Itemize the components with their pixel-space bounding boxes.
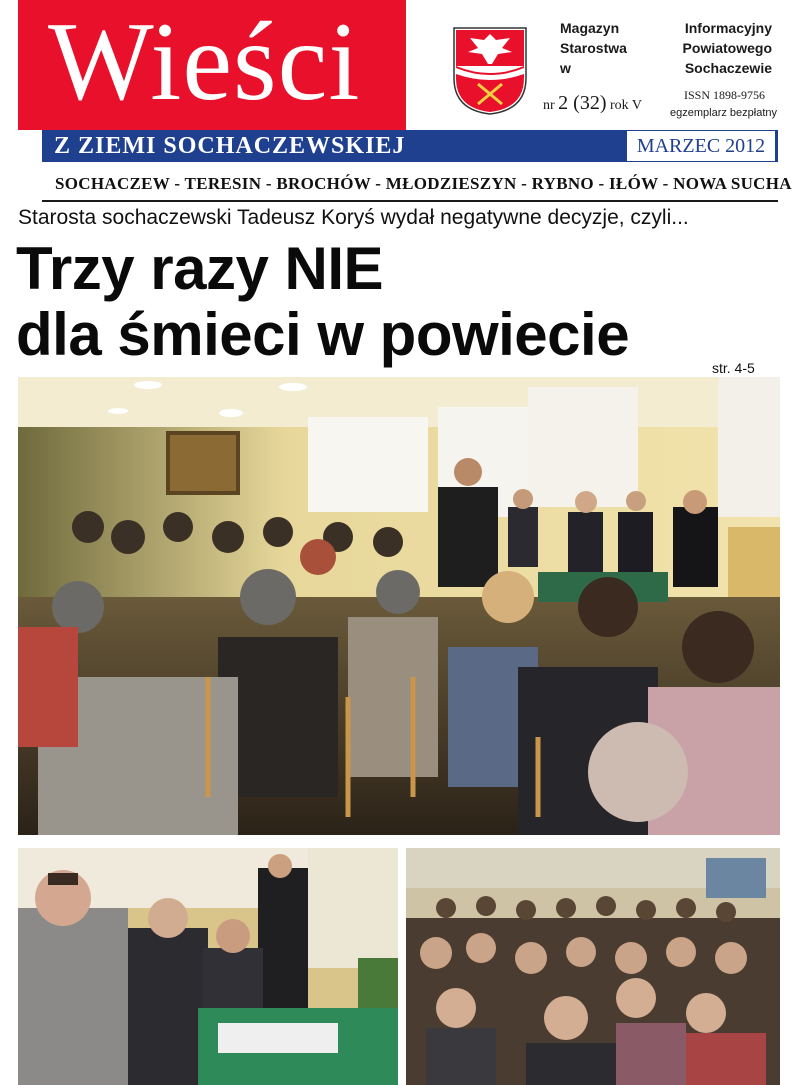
issue-value: 2 (32) xyxy=(558,92,607,114)
masthead-red-block xyxy=(18,0,406,130)
publisher-line: w Sochaczewie xyxy=(560,60,772,76)
free-copy-note: egzemplarz bezpłatny xyxy=(670,107,778,119)
magazine-title: Wieści xyxy=(48,0,361,124)
main-photo-meeting-hall xyxy=(18,377,780,835)
issue-date: MARZEC 2012 xyxy=(626,130,776,162)
magazine-subtitle: Z ZIEMI SOCHACZEWSKIEJ xyxy=(54,133,406,159)
headline-line: dla śmieci w powiecie xyxy=(16,301,630,368)
publisher-info xyxy=(560,18,772,78)
page-reference: str. 4-5 xyxy=(712,360,755,376)
photo-presidium xyxy=(18,848,398,1085)
issue-prefix: nr xyxy=(543,98,555,113)
towns-line: SOCHACZEW - TERESIN - BROCHÓW - MŁODZIESZYN - RYBNO - IŁÓW - NOWA SUCHA xyxy=(55,174,792,193)
divider xyxy=(42,200,778,202)
subtitle-bar xyxy=(42,130,778,162)
coat-of-arms-icon xyxy=(452,26,528,116)
issue-number xyxy=(543,92,642,115)
article-headline xyxy=(16,236,629,368)
issn: ISSN 1898-9756 xyxy=(684,88,766,102)
publisher-line: Starostwa Powiatowego xyxy=(560,40,772,56)
photo-audience xyxy=(406,848,780,1085)
issue-year: rok V xyxy=(610,98,643,113)
headline-line: Trzy razy NIE xyxy=(16,235,384,302)
publisher-line: Magazyn Informacyjny xyxy=(560,20,772,36)
article-kicker: Starosta sochaczewski Tadeusz Koryś wydał negatywne decyzje, czyli... xyxy=(18,206,689,229)
